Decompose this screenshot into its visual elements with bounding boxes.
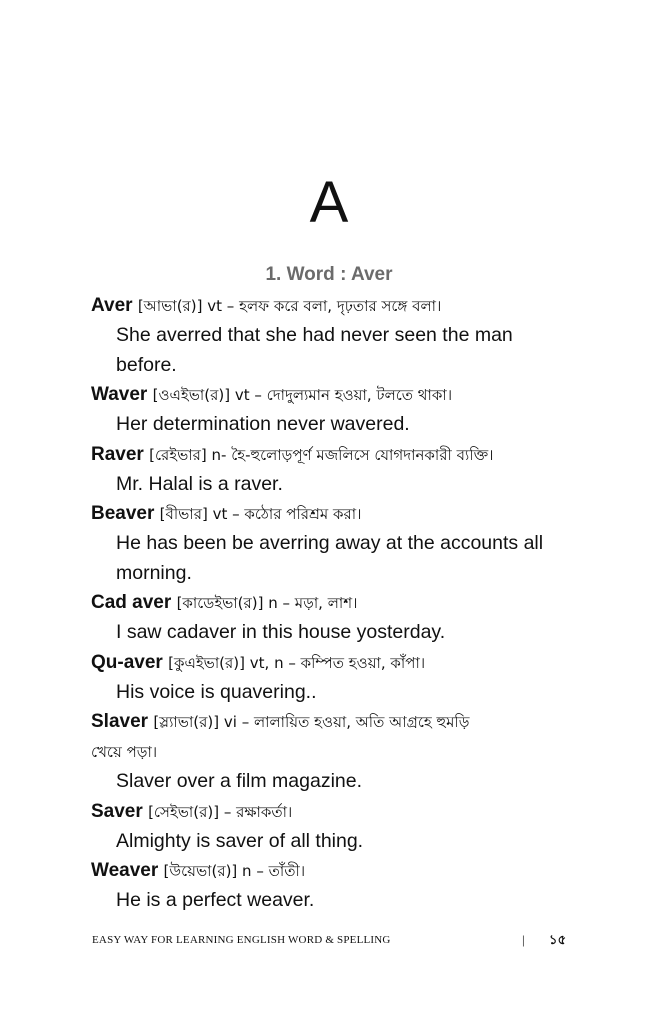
entry-meaning: vt – কঠোর পরিশ্রম করা। [207,505,362,523]
word-entry [91,707,561,797]
entry-example: Her determination never wavered. [116,413,410,435]
entry-headword: Raver [91,443,144,465]
word-entry [91,588,561,648]
entry-pronunciation: [ওএইভা(র)] [152,386,231,404]
entry-headword: Qu-aver [91,651,163,673]
entry-definition-line [91,380,561,410]
chapter-letter: A [309,170,349,235]
footer-separator: | [522,932,525,947]
entry-pronunciation: [সেইভা(র)] [148,802,220,821]
entry-example: She averred that she had never seen the man before. [116,324,513,376]
entry-meaning: n – তাঁতী। [237,862,306,880]
entry-headword: Weaver [91,860,159,881]
entry-meaning: n – মড়া, লাশ। [263,594,358,612]
entry-meaning: vt, n – কম্পিত হওয়া, কাঁপা। [245,653,426,672]
entry-definition-line [91,707,561,737]
entry-example: I saw cadaver in this house yosterday. [116,621,446,643]
entry-definition-line [91,499,561,529]
entry-meaning: vi – লালায়িত হওয়া, অতি আগ্রহে হুমড়ি [219,713,470,731]
entry-headword: Waver [91,384,148,405]
entry-headword: Aver [91,295,133,316]
entry-pronunciation: [কাডেইভা(র)] [176,594,264,612]
entry-pronunciation: [রেইভার] [149,445,207,464]
entry-pronunciation: [বীভার] [159,505,208,523]
entry-pronunciation: [কুএইভা(র)] [168,653,245,672]
entry-definition-line [91,588,561,618]
entry-example: His voice is quavering.. [116,680,317,703]
word-entry [91,856,561,916]
entry-meaning: vt – দোদুল্যমান হওয়া, টলতে থাকা। [230,386,453,404]
entry-example: Almighty is saver of all thing. [116,829,364,852]
entry-headword: Beaver [91,503,155,524]
entry-pronunciation: [উয়েভা(র)] [163,862,238,880]
entry-headword: Saver [91,800,143,822]
page-footer [92,931,572,949]
entry-headword: Slaver [91,711,149,732]
entry-definition-line [91,856,561,886]
entry-definition-line [91,797,561,827]
entry-definition-line [91,291,561,321]
entry-definition-line [91,648,561,678]
page-number: ১৫ [549,933,567,948]
word-entry-list [91,291,561,916]
word-entry [91,648,561,708]
entry-example: He is a perfect weaver. [116,889,315,911]
entry-meaning: – রক্ষাকর্তা। [219,802,293,821]
entry-meaning-continued: খেয়ে পড়া। [91,743,158,761]
entry-definition-line [91,440,561,470]
word-entry [91,291,561,380]
entry-example: He has been be averring away at the accounts all morning. [116,532,544,584]
entry-pronunciation: [আভা(র)] [137,297,203,315]
entry-pronunciation: [স্ল্যাভা(র)] [153,713,220,731]
entry-meaning: vt – হলফ করে বলা, দৃঢ়তার সঙ্গে বলা। [202,297,442,315]
section-title: 1. Word : Aver [265,264,393,285]
word-entry [91,440,561,500]
entry-meaning: n- হৈ-হুলোড়পূর্ণ মজলিসে যোগদানকারী ব্যক্তি। [206,445,494,464]
word-entry [91,797,561,857]
entry-example: Slaver over a film magazine. [116,770,363,792]
entry-headword: Cad aver [91,592,172,613]
footer-book-title: EASY WAY FOR LEARNING ENGLISH WORD & SPELLING [92,934,391,946]
entry-example: Mr. Halal is a raver. [116,472,283,495]
word-entry [91,499,561,588]
word-entry [91,380,561,440]
